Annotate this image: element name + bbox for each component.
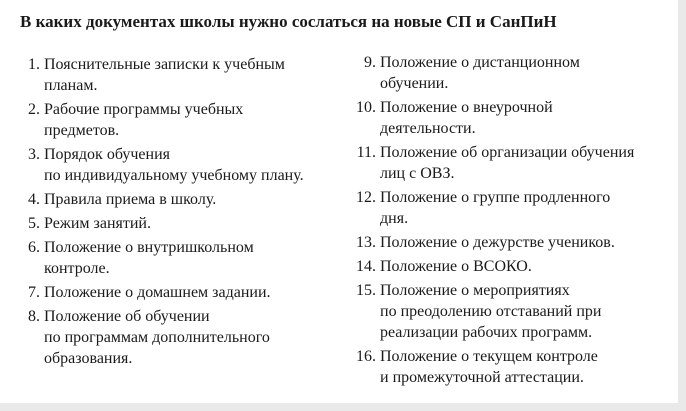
list-item-text: Положение о внутришкольном контроле. [44,239,254,277]
list-item-number: 4. [28,191,40,208]
list-item [350,97,675,139]
list-item-number: 1. [28,56,40,73]
list-item-text: Правила приема в школу. [44,191,217,208]
list-item [350,52,675,94]
list-item [22,189,352,210]
list-item-text: Положение об обучении по программам дополнительного образования. [44,308,270,367]
list-item-number: 10. [356,99,376,116]
list-item-text: Положение о текущем контроле и промежуточной аттестации. [380,348,598,386]
list-item-text: Рабочие программы учебных предметов. [44,101,244,139]
list-item [22,99,352,141]
list-item-text: Пояснительные записки к учебным планам. [44,56,285,94]
list-item-text: Положение о домашнем задании. [44,284,271,301]
list-item [22,306,352,369]
list-item [350,187,675,229]
list-item-number: 9. [364,54,376,71]
list-item-text: Положение о внеурочной деятельности. [380,99,553,137]
page-title: В каких документах школы нужно сослаться на новые СП и СанПиН [20,12,557,31]
right-column-list [350,52,675,391]
list-item-number: 8. [28,308,40,325]
list-item-text: Положение о дежурстве учеников. [380,234,615,251]
list-item [350,346,675,388]
list-item-number: 5. [28,215,40,232]
list-item-number: 6. [28,239,40,256]
list-item-number: 16. [356,348,376,365]
list-item-text: Положение об организации обучения лиц с ОВЗ. [380,144,635,182]
list-item [22,213,352,234]
list-item-number: 3. [28,146,40,163]
list-item-text: Положение о мероприятиях по преодолению отставаний при реализации рабочих программ. [380,282,602,341]
list-item [22,237,352,279]
list-item [350,142,675,184]
list-item-number: 13. [356,234,376,251]
list-item-number: 15. [356,282,376,299]
list-item [22,144,352,186]
list-item-number: 14. [356,258,376,275]
list-item-number: 11. [356,144,376,161]
list-item-text: Положение о ВСОКО. [380,258,532,275]
left-column-list [22,54,352,372]
list-item-text: Положение о дистанционном обучении. [380,54,580,92]
list-item [350,232,675,253]
list-item-number: 7. [28,284,40,301]
list-item-number: 12. [356,189,376,206]
list-item-text: Порядок обучения по индивидуальному учебному плану. [44,146,304,184]
list-item-number: 2. [28,101,40,118]
list-item [22,282,352,303]
list-item [350,280,675,343]
list-item [22,54,352,96]
list-item-text: Положение о группе продленного дня. [380,189,611,227]
list-item [350,256,675,277]
list-item-text: Режим занятий. [44,215,151,232]
